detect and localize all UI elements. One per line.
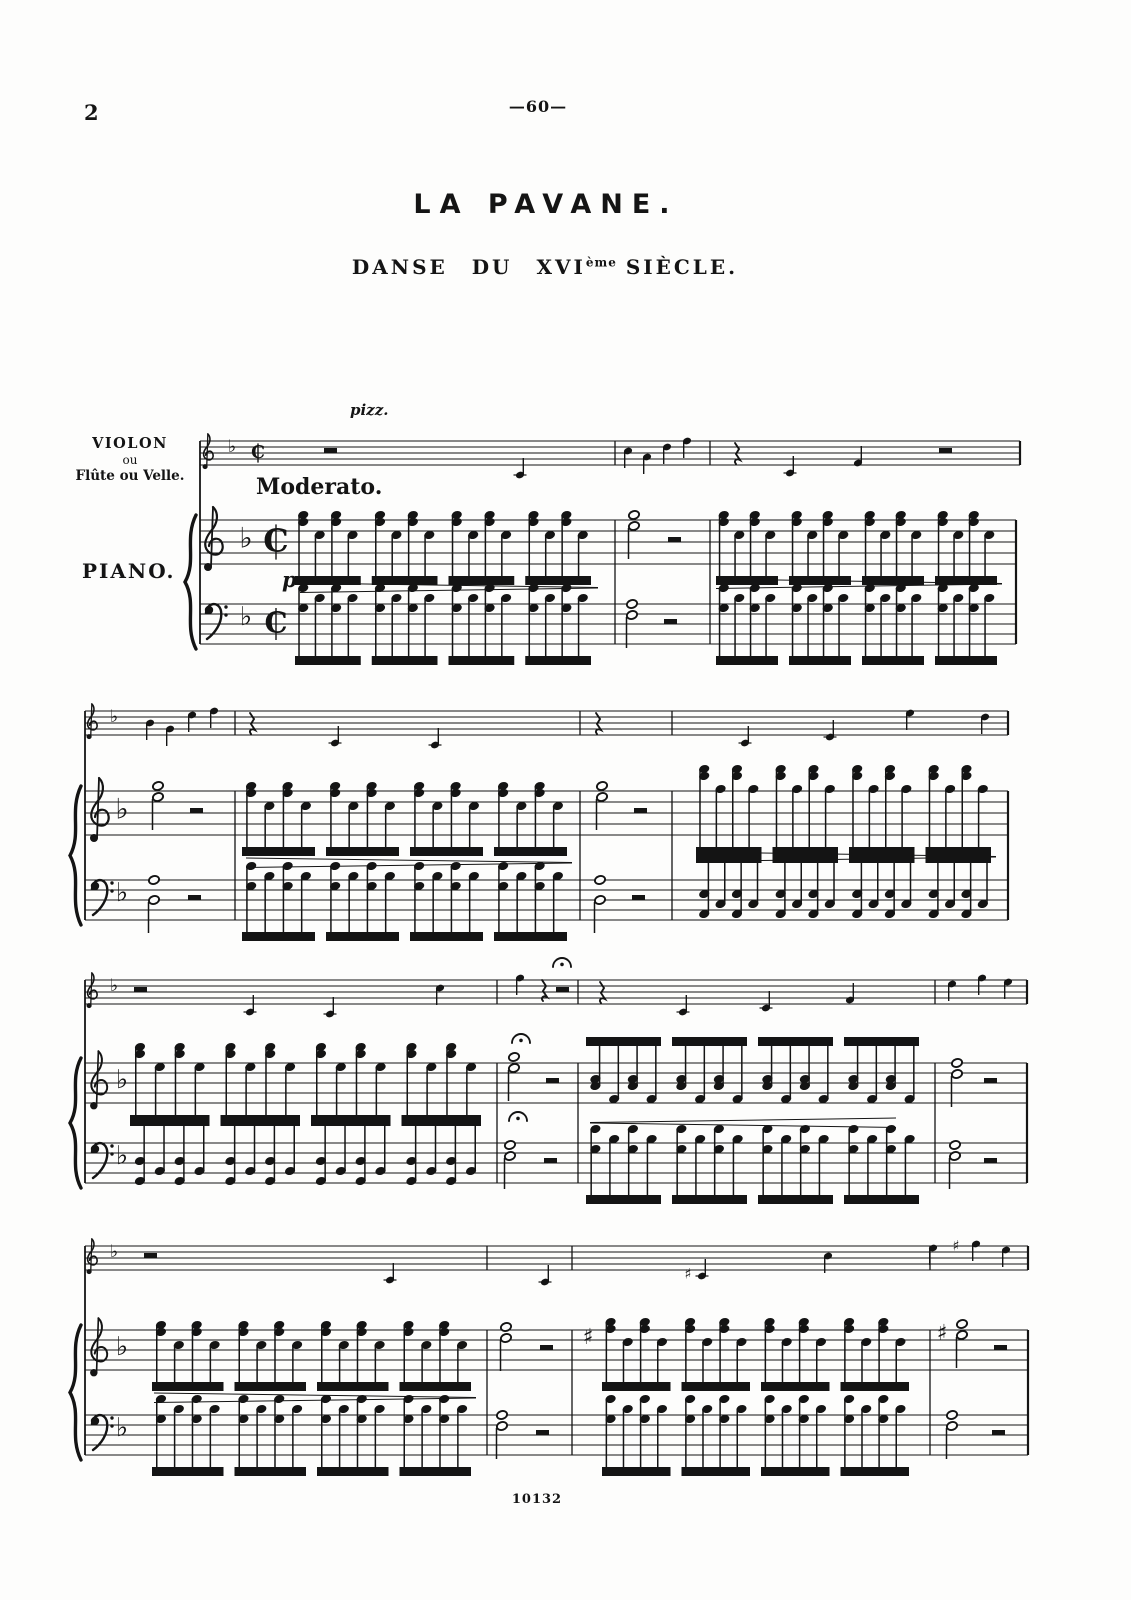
instrument-label [55, 435, 205, 485]
svg-text:♯: ♯ [582, 1325, 594, 1350]
svg-text:♭: ♭ [109, 976, 119, 996]
svg-text:♭: ♭ [109, 707, 119, 727]
svg-text:♯: ♯ [936, 1321, 948, 1346]
instrument-label-line1: VIOLON [92, 435, 168, 452]
instrument-label-line3: Flûte ou Velle. [75, 468, 185, 485]
svg-text:♭: ♭ [227, 437, 237, 457]
svg-text:♭: ♭ [239, 602, 253, 632]
subtitle-superscript: ème [585, 255, 617, 270]
svg-text:♭: ♭ [115, 1413, 129, 1443]
instrument-label-line2: ou [122, 453, 138, 468]
svg-text:♯: ♯ [952, 1238, 960, 1255]
tempo-marking: Moderato. [256, 474, 383, 500]
plate-number: 10132 [511, 1492, 563, 1507]
dynamic-marking: p [282, 567, 297, 592]
piece-title: LA PAVANE. [413, 189, 679, 220]
svg-text:♯: ♯ [684, 1266, 692, 1283]
subtitle-suffix: SIÈCLE. [625, 255, 739, 279]
svg-text:♭: ♭ [115, 1141, 129, 1171]
page-header-number: —60— [508, 97, 568, 116]
svg-text:C: C [251, 443, 265, 464]
svg-text:♭: ♭ [115, 1065, 129, 1095]
svg-text:C: C [263, 521, 289, 560]
svg-text:♭: ♭ [115, 1332, 129, 1362]
subtitle-text: DANSE DU XVI [351, 255, 586, 279]
piano-label: PIANO. [82, 559, 176, 583]
svg-text:C: C [264, 605, 288, 640]
pizzicato-marking: pizz. [350, 401, 389, 419]
page-number: 2 [84, 100, 99, 125]
svg-text:♭: ♭ [109, 1242, 119, 1262]
svg-text:♭: ♭ [115, 878, 129, 908]
svg-text:♭: ♭ [115, 792, 129, 826]
svg-text:♭: ♭ [239, 521, 253, 555]
piece-subtitle [0, 255, 1090, 279]
